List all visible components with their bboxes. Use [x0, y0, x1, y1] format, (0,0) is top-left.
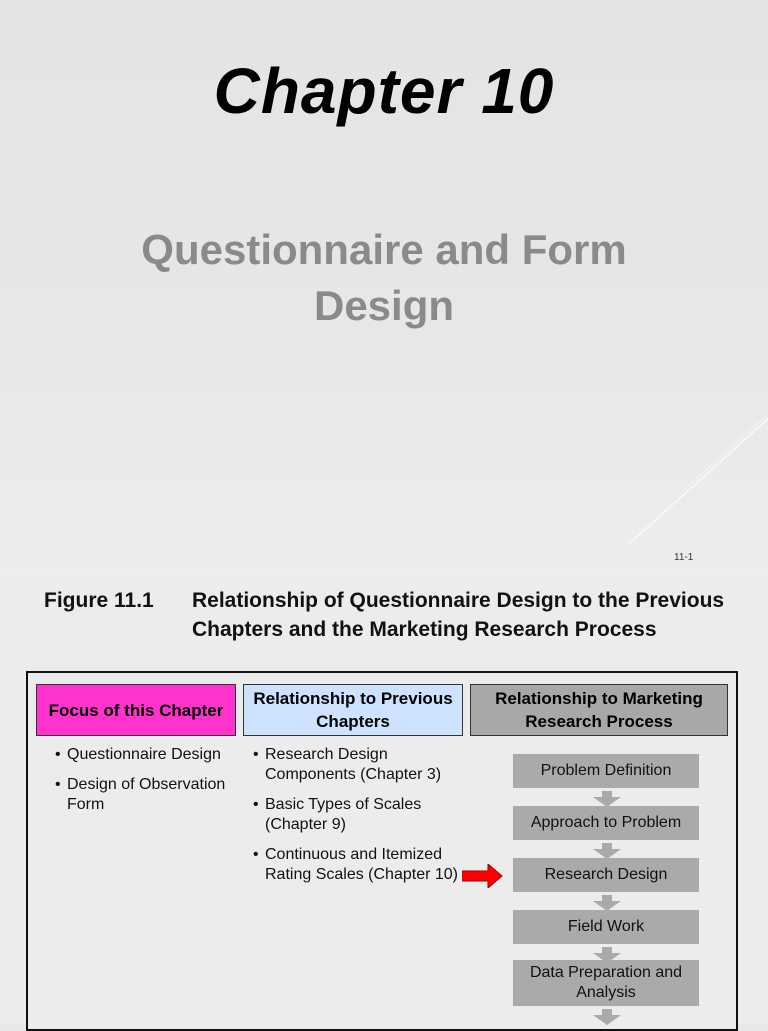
bullet-icon: • — [253, 746, 259, 763]
red-arrow-shape — [462, 864, 502, 888]
process-step-data-analysis: Data Preparation and Analysis — [513, 960, 699, 1006]
focus-list — [55, 745, 235, 825]
figure-number: Figure 11.1 — [44, 589, 154, 612]
chapter-title: Chapter 10 — [213, 55, 555, 127]
figure-title: Relationship of Questionnaire Design to the Previous Chapters and the Marketing Research Process — [192, 589, 725, 641]
list-item: • Continuous and Itemized Rating Scales (Chapter 10) — [253, 846, 458, 883]
previous-chapters-list — [253, 745, 463, 895]
bullet-icon: • — [55, 746, 61, 763]
figure-frame — [26, 671, 738, 1031]
bullet-icon: • — [253, 796, 259, 813]
process-step-research-design: Research Design — [513, 858, 699, 892]
focus-header: Focus of this Chapter — [36, 684, 236, 736]
chapter-subtitle: Questionnaire and Form Design — [141, 226, 627, 329]
list-item: • Questionnaire Design — [55, 746, 221, 763]
decorative-line — [628, 397, 768, 546]
process-step-field-work: Field Work — [513, 910, 699, 944]
list-item: • Basic Types of Scales (Chapter 9) — [253, 796, 422, 833]
list-item: • Design of Observation Form — [55, 776, 226, 813]
list-item: • Research Design Components (Chapter 3) — [253, 746, 442, 783]
red-arrow-icon — [462, 864, 504, 888]
figure-slide — [0, 576, 768, 1024]
process-step-approach: Approach to Problem — [513, 806, 699, 840]
process-step-problem-definition: Problem Definition — [513, 754, 699, 788]
previous-chapters-header: Relationship to Previous Chapters — [243, 684, 463, 736]
bullet-icon: • — [253, 846, 259, 863]
slide-number: 11-1 — [674, 552, 694, 563]
bullet-icon: • — [55, 776, 61, 793]
research-process-header: Relationship to Marketing Research Process — [470, 684, 728, 736]
